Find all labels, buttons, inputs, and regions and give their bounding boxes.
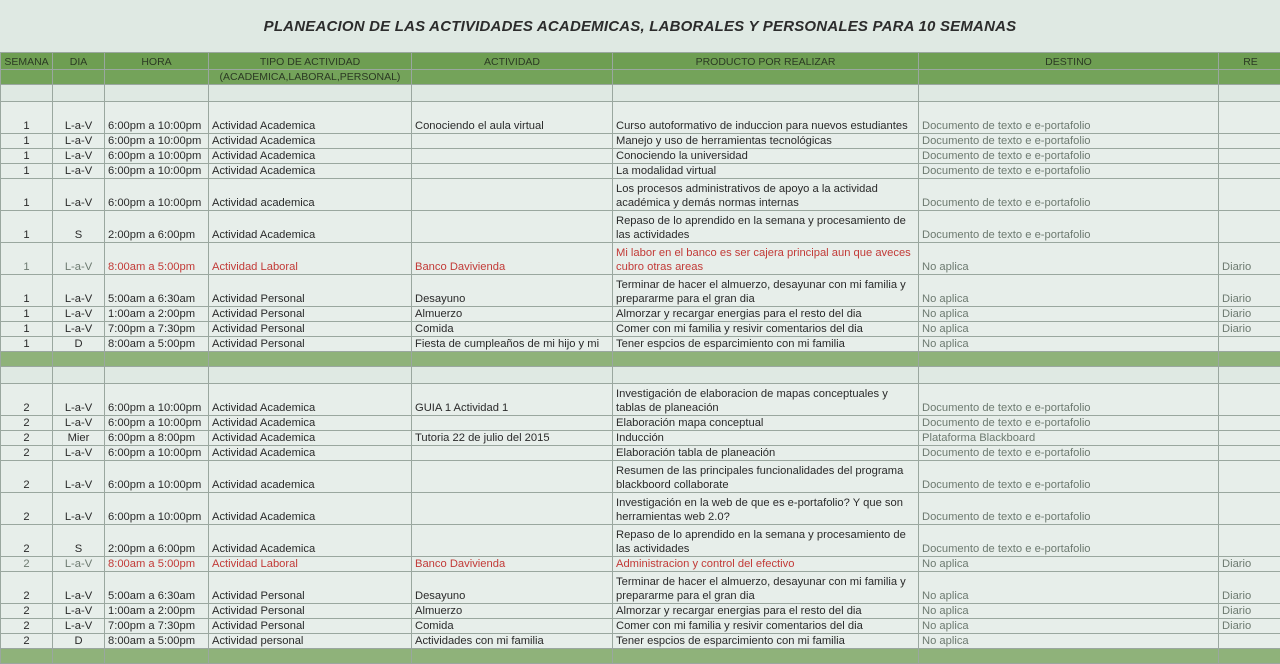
table-row xyxy=(1,275,1280,307)
cell-semana[interactable]: 1 xyxy=(1,211,53,243)
cell-dia[interactable]: S xyxy=(53,211,105,243)
cell-actividad[interactable]: Desayuno xyxy=(412,572,613,604)
cell-semana[interactable]: 2 xyxy=(1,384,53,416)
cell-producto[interactable]: Conociendo la universidad xyxy=(613,149,919,164)
cell-tipo[interactable]: Actividad Personal xyxy=(209,275,412,307)
cell-actividad[interactable]: Banco Davivienda xyxy=(412,557,613,572)
cell-producto[interactable]: Administracion y control del efectivo xyxy=(613,557,919,572)
cell-actividad[interactable] xyxy=(412,134,613,149)
cell-hora[interactable]: 5:00am a 6:30am xyxy=(105,572,209,604)
cell-tipo[interactable]: Actividad Academica xyxy=(209,525,412,557)
cell-tipo[interactable]: Actividad Academica xyxy=(209,134,412,149)
table-row xyxy=(1,307,1280,322)
cell-destino[interactable]: Documento de texto e e-portafolio xyxy=(919,102,1219,134)
cell-destino[interactable]: No aplica xyxy=(919,275,1219,307)
cell-destino[interactable]: Documento de texto e e-portafolio xyxy=(919,446,1219,461)
cell-dia[interactable]: S xyxy=(53,525,105,557)
cell-actividad[interactable] xyxy=(412,149,613,164)
cell-tipo[interactable]: Actividad Personal xyxy=(209,307,412,322)
cell-hora[interactable]: 6:00pm a 10:00pm xyxy=(105,179,209,211)
cell-extra[interactable]: Diario xyxy=(1219,275,1280,307)
cell-hora[interactable]: 6:00pm a 8:00pm xyxy=(105,431,209,446)
table-row xyxy=(1,164,1280,179)
cell-semana[interactable]: 1 xyxy=(1,307,53,322)
cell-dia[interactable]: L-a-V xyxy=(53,446,105,461)
cell-actividad[interactable]: Tutoria 22 de julio del 2015 xyxy=(412,431,613,446)
header-actividad[interactable]: ACTIVIDAD xyxy=(412,53,613,70)
planning-table xyxy=(0,52,1280,664)
cell-actividad[interactable]: Comida xyxy=(412,619,613,634)
cell-destino[interactable]: Documento de texto e e-portafolio xyxy=(919,179,1219,211)
cell-actividad[interactable]: Banco Davivienda xyxy=(412,243,613,275)
cell-extra[interactable]: Diario xyxy=(1219,243,1280,275)
cell-dia[interactable]: L-a-V xyxy=(53,179,105,211)
cell-producto[interactable]: Tener espcios de esparcimiento con mi familia xyxy=(613,337,919,352)
cell-hora[interactable]: 6:00pm a 10:00pm xyxy=(105,149,209,164)
cell-hora[interactable]: 6:00pm a 10:00pm xyxy=(105,384,209,416)
table-row xyxy=(1,211,1280,243)
cell-tipo[interactable]: Actividad Laboral xyxy=(209,557,412,572)
cell-dia[interactable]: L-a-V xyxy=(53,307,105,322)
cell-extra[interactable]: Diario xyxy=(1219,322,1280,337)
cell-semana[interactable]: 1 xyxy=(1,322,53,337)
cell-destino[interactable]: Documento de texto e e-portafolio xyxy=(919,211,1219,243)
cell-extra[interactable] xyxy=(1219,179,1280,211)
cell-dia[interactable]: L-a-V xyxy=(53,604,105,619)
cell-destino[interactable]: Documento de texto e e-portafolio xyxy=(919,134,1219,149)
cell-actividad[interactable]: Actividades con mi familia xyxy=(412,634,613,649)
cell-destino[interactable]: No aplica xyxy=(919,619,1219,634)
table-row xyxy=(1,149,1280,164)
cell-semana[interactable]: 1 xyxy=(1,179,53,211)
cell-producto[interactable]: Curso autoformativo de induccion para nuevos estudiantes xyxy=(613,102,919,134)
cell-actividad[interactable]: Comida xyxy=(412,322,613,337)
cell-actividad[interactable]: GUIA 1 Actividad 1 xyxy=(412,384,613,416)
cell-semana[interactable]: 1 xyxy=(1,275,53,307)
cell-semana[interactable]: 2 xyxy=(1,416,53,431)
cell-semana[interactable]: 2 xyxy=(1,572,53,604)
cell-producto[interactable]: Almorzar y recargar energias para el resto del dia xyxy=(613,604,919,619)
cell-producto[interactable]: Comer con mi familia y resivir comentarios del dia xyxy=(613,322,919,337)
table-row xyxy=(1,634,1280,649)
cell-extra[interactable] xyxy=(1219,525,1280,557)
cell-dia[interactable]: D xyxy=(53,337,105,352)
cell-extra[interactable] xyxy=(1219,493,1280,525)
cell-tipo[interactable]: Actividad academica xyxy=(209,179,412,211)
header-extra[interactable]: RE xyxy=(1219,53,1280,70)
cell-tipo[interactable]: Actividad Personal xyxy=(209,619,412,634)
cell-destino[interactable]: No aplica xyxy=(919,604,1219,619)
cell-extra[interactable] xyxy=(1219,384,1280,416)
table-row xyxy=(1,134,1280,149)
cell-semana[interactable]: 1 xyxy=(1,164,53,179)
cell-hora[interactable]: 6:00pm a 10:00pm xyxy=(105,493,209,525)
cell-extra[interactable]: Diario xyxy=(1219,307,1280,322)
cell-producto[interactable]: Investigación de elaboracion de mapas conceptuales y tablas de planeación xyxy=(613,384,919,416)
cell-tipo[interactable]: Actividad Academica xyxy=(209,164,412,179)
subheader-row xyxy=(1,70,1280,85)
cell-actividad[interactable] xyxy=(412,525,613,557)
cell-actividad[interactable] xyxy=(412,211,613,243)
cell-producto[interactable]: Manejo y uso de herramientas tecnológicas xyxy=(613,134,919,149)
cell-dia[interactable]: L-a-V xyxy=(53,134,105,149)
cell-actividad[interactable] xyxy=(412,493,613,525)
cell-dia[interactable]: L-a-V xyxy=(53,557,105,572)
table-row xyxy=(1,102,1280,134)
table-row xyxy=(1,493,1280,525)
cell-dia[interactable]: L-a-V xyxy=(53,384,105,416)
cell-producto[interactable]: Tener espcios de esparcimiento con mi familia xyxy=(613,634,919,649)
table-row xyxy=(1,557,1280,572)
table-row xyxy=(1,416,1280,431)
cell-hora[interactable]: 1:00am a 2:00pm xyxy=(105,307,209,322)
cell-semana[interactable]: 2 xyxy=(1,525,53,557)
cell-semana[interactable]: 1 xyxy=(1,149,53,164)
cell-tipo[interactable]: Actividad Personal xyxy=(209,322,412,337)
cell-semana[interactable]: 1 xyxy=(1,134,53,149)
cell-producto[interactable]: Mi labor en el banco es ser cajera principal aun que aveces cubro otras areas xyxy=(613,243,919,275)
cell-dia[interactable]: L-a-V xyxy=(53,164,105,179)
week-2-rows xyxy=(1,384,1280,649)
cell-semana[interactable]: 2 xyxy=(1,431,53,446)
cell-destino[interactable]: No aplica xyxy=(919,322,1219,337)
cell-dia[interactable]: L-a-V xyxy=(53,461,105,493)
cell-hora[interactable]: 8:00am a 5:00pm xyxy=(105,243,209,275)
cell-hora[interactable]: 8:00am a 5:00pm xyxy=(105,634,209,649)
table-row xyxy=(1,572,1280,604)
cell-actividad[interactable]: Fiesta de cumpleaños de mi hijo y mi xyxy=(412,337,613,352)
header-producto[interactable]: PRODUCTO POR REALIZAR xyxy=(613,53,919,70)
cell-producto[interactable]: Resumen de las principales funcionalidades del programa blackboord collaborate xyxy=(613,461,919,493)
cell-extra[interactable]: Diario xyxy=(1219,572,1280,604)
cell-extra[interactable]: Diario xyxy=(1219,557,1280,572)
cell-semana[interactable]: 2 xyxy=(1,557,53,572)
header-hora[interactable]: HORA xyxy=(105,53,209,70)
table-row xyxy=(1,322,1280,337)
sheet-title: PLANEACION DE LAS ACTIVIDADES ACADEMICAS, LABORALES Y PERSONALES PARA 10 SEMANAS xyxy=(0,0,1280,52)
cell-destino[interactable]: No aplica xyxy=(919,572,1219,604)
header-destino[interactable]: DESTINO xyxy=(919,53,1219,70)
week-separator xyxy=(1,352,1280,367)
cell-tipo[interactable]: Actividad Academica xyxy=(209,384,412,416)
cell-hora[interactable]: 6:00pm a 10:00pm xyxy=(105,164,209,179)
week-separator xyxy=(1,649,1280,664)
header-tipo-sub[interactable]: (ACADEMICA,LABORAL,PERSONAL) xyxy=(209,70,412,85)
cell-tipo[interactable]: Actividad Academica xyxy=(209,431,412,446)
table-row xyxy=(1,243,1280,275)
cell-hora[interactable]: 2:00pm a 6:00pm xyxy=(105,525,209,557)
cell-dia[interactable]: D xyxy=(53,634,105,649)
cell-producto[interactable]: Terminar de hacer el almuerzo, desayunar con mi familia y prepararme para el gran dia xyxy=(613,275,919,307)
cell-hora[interactable]: 8:00am a 5:00pm xyxy=(105,557,209,572)
cell-destino[interactable]: Plataforma Blackboard xyxy=(919,431,1219,446)
table-row xyxy=(1,337,1280,352)
cell-dia[interactable]: L-a-V xyxy=(53,243,105,275)
cell-actividad[interactable] xyxy=(412,164,613,179)
cell-semana[interactable]: 2 xyxy=(1,493,53,525)
table-row xyxy=(1,604,1280,619)
cell-destino[interactable]: Documento de texto e e-portafolio xyxy=(919,461,1219,493)
cell-extra[interactable] xyxy=(1219,461,1280,493)
cell-destino[interactable]: Documento de texto e e-portafolio xyxy=(919,164,1219,179)
cell-destino[interactable]: Documento de texto e e-portafolio xyxy=(919,416,1219,431)
cell-producto[interactable]: Los procesos administrativos de apoyo a la actividad académica y demás normas internas xyxy=(613,179,919,211)
cell-extra[interactable] xyxy=(1219,102,1280,134)
cell-actividad[interactable]: Almuerzo xyxy=(412,604,613,619)
cell-producto[interactable]: Repaso de lo aprendido en la semana y procesamiento de las actividades xyxy=(613,525,919,557)
cell-extra[interactable] xyxy=(1219,164,1280,179)
cell-semana[interactable]: 2 xyxy=(1,461,53,493)
cell-actividad[interactable]: Almuerzo xyxy=(412,307,613,322)
cell-semana[interactable]: 2 xyxy=(1,604,53,619)
cell-producto[interactable]: Repaso de lo aprendido en la semana y procesamiento de las actividades xyxy=(613,211,919,243)
table-row xyxy=(1,446,1280,461)
cell-tipo[interactable]: Actividad Academica xyxy=(209,149,412,164)
cell-tipo[interactable]: Actividad Personal xyxy=(209,572,412,604)
cell-hora[interactable]: 1:00am a 2:00pm xyxy=(105,604,209,619)
cell-tipo[interactable]: Actividad Academica xyxy=(209,211,412,243)
cell-tipo[interactable]: Actividad Academica xyxy=(209,446,412,461)
cell-hora[interactable]: 6:00pm a 10:00pm xyxy=(105,134,209,149)
cell-dia[interactable]: L-a-V xyxy=(53,416,105,431)
cell-actividad[interactable] xyxy=(412,416,613,431)
cell-producto[interactable]: Comer con mi familia y resivir comentarios del dia xyxy=(613,619,919,634)
cell-tipo[interactable]: Actividad personal xyxy=(209,634,412,649)
header-dia[interactable]: DIA xyxy=(53,53,105,70)
cell-actividad[interactable]: Desayuno xyxy=(412,275,613,307)
cell-extra[interactable] xyxy=(1219,134,1280,149)
table-row xyxy=(1,384,1280,416)
cell-producto[interactable]: Investigación en la web de que es e-portafolio? Y que son herramientas web 2.0? xyxy=(613,493,919,525)
cell-tipo[interactable]: Actividad Laboral xyxy=(209,243,412,275)
cell-hora[interactable]: 7:00pm a 7:30pm xyxy=(105,619,209,634)
cell-semana[interactable]: 1 xyxy=(1,102,53,134)
cell-extra[interactable] xyxy=(1219,337,1280,352)
cell-destino[interactable]: No aplica xyxy=(919,557,1219,572)
header-tipo[interactable]: TIPO DE ACTIVIDAD xyxy=(209,53,412,70)
cell-destino[interactable]: No aplica xyxy=(919,634,1219,649)
cell-dia[interactable]: L-a-V xyxy=(53,619,105,634)
cell-producto[interactable]: Inducción xyxy=(613,431,919,446)
cell-extra[interactable]: Diario xyxy=(1219,604,1280,619)
cell-hora[interactable]: 5:00am a 6:30am xyxy=(105,275,209,307)
cell-tipo[interactable]: Actividad Personal xyxy=(209,604,412,619)
header-semana[interactable]: SEMANA xyxy=(1,53,53,70)
cell-hora[interactable]: 7:00pm a 7:30pm xyxy=(105,322,209,337)
cell-dia[interactable]: L-a-V xyxy=(53,149,105,164)
cell-destino[interactable]: No aplica xyxy=(919,243,1219,275)
cell-dia[interactable]: Mier xyxy=(53,431,105,446)
cell-hora[interactable]: 6:00pm a 10:00pm xyxy=(105,461,209,493)
cell-actividad[interactable] xyxy=(412,461,613,493)
table-row xyxy=(1,179,1280,211)
cell-extra[interactable] xyxy=(1219,416,1280,431)
cell-actividad[interactable]: Conociendo el aula virtual xyxy=(412,102,613,134)
cell-semana[interactable]: 1 xyxy=(1,337,53,352)
cell-semana[interactable]: 1 xyxy=(1,243,53,275)
cell-extra[interactable]: Diario xyxy=(1219,619,1280,634)
cell-tipo[interactable]: Actividad Academica xyxy=(209,416,412,431)
cell-extra[interactable] xyxy=(1219,634,1280,649)
header-row xyxy=(1,53,1280,70)
cell-producto[interactable]: Terminar de hacer el almuerzo, desayunar con mi familia y prepararme para el gran dia xyxy=(613,572,919,604)
cell-destino[interactable]: No aplica xyxy=(919,307,1219,322)
cell-destino[interactable]: No aplica xyxy=(919,337,1219,352)
cell-dia[interactable]: L-a-V xyxy=(53,102,105,134)
cell-actividad[interactable] xyxy=(412,179,613,211)
cell-destino[interactable]: Documento de texto e e-portafolio xyxy=(919,493,1219,525)
cell-producto[interactable]: La modalidad virtual xyxy=(613,164,919,179)
cell-semana[interactable]: 2 xyxy=(1,619,53,634)
cell-tipo[interactable]: Actividad Academica xyxy=(209,493,412,525)
cell-actividad[interactable] xyxy=(412,446,613,461)
cell-extra[interactable] xyxy=(1219,211,1280,243)
cell-producto[interactable]: Elaboración tabla de planeación xyxy=(613,446,919,461)
cell-hora[interactable]: 6:00pm a 10:00pm xyxy=(105,446,209,461)
cell-dia[interactable]: L-a-V xyxy=(53,275,105,307)
cell-semana[interactable]: 2 xyxy=(1,446,53,461)
cell-destino[interactable]: Documento de texto e e-portafolio xyxy=(919,384,1219,416)
cell-dia[interactable]: L-a-V xyxy=(53,322,105,337)
cell-extra[interactable] xyxy=(1219,446,1280,461)
cell-tipo[interactable]: Actividad Academica xyxy=(209,102,412,134)
cell-producto[interactable]: Almorzar y recargar energias para el resto del dia xyxy=(613,307,919,322)
cell-extra[interactable] xyxy=(1219,431,1280,446)
cell-hora[interactable]: 6:00pm a 10:00pm xyxy=(105,416,209,431)
cell-dia[interactable]: L-a-V xyxy=(53,493,105,525)
week-1-rows xyxy=(1,102,1280,352)
table-row xyxy=(1,461,1280,493)
table-row xyxy=(1,525,1280,557)
cell-extra[interactable] xyxy=(1219,149,1280,164)
cell-hora[interactable]: 2:00pm a 6:00pm xyxy=(105,211,209,243)
cell-destino[interactable]: Documento de texto e e-portafolio xyxy=(919,525,1219,557)
cell-hora[interactable]: 8:00am a 5:00pm xyxy=(105,337,209,352)
table-row xyxy=(1,619,1280,634)
cell-destino[interactable]: Documento de texto e e-portafolio xyxy=(919,149,1219,164)
cell-dia[interactable]: L-a-V xyxy=(53,572,105,604)
cell-semana[interactable]: 2 xyxy=(1,634,53,649)
table-row xyxy=(1,431,1280,446)
cell-hora[interactable]: 6:00pm a 10:00pm xyxy=(105,102,209,134)
cell-tipo[interactable]: Actividad academica xyxy=(209,461,412,493)
cell-tipo[interactable]: Actividad Personal xyxy=(209,337,412,352)
cell-producto[interactable]: Elaboración mapa conceptual xyxy=(613,416,919,431)
